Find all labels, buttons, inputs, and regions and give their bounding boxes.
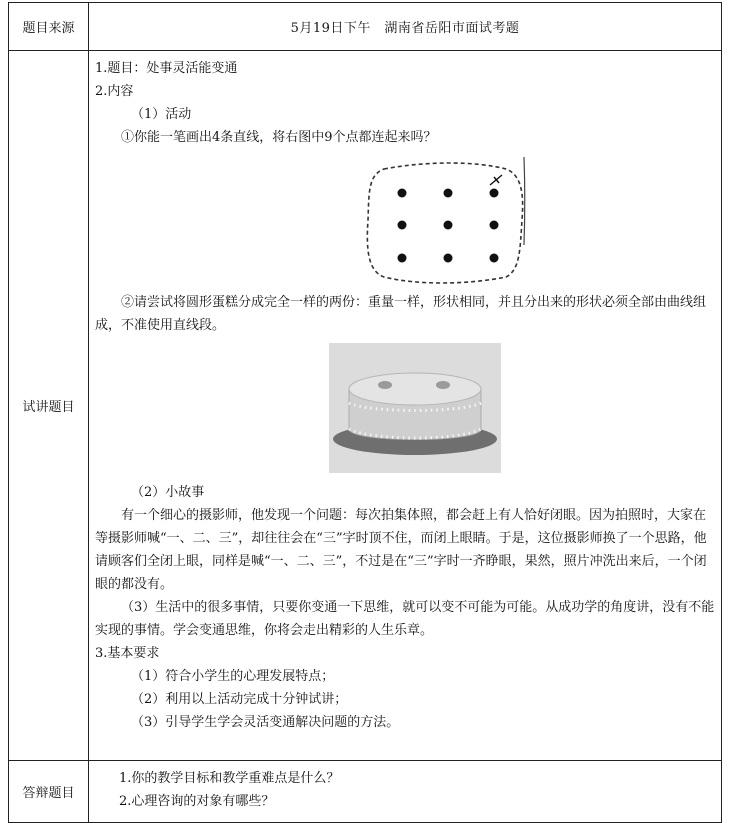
story-heading: （2）小故事: [131, 485, 205, 500]
cake-decoration: [378, 381, 392, 389]
requirements-heading: 3.基本要求: [95, 646, 160, 661]
lecture-row: [9, 51, 722, 761]
exam-table: [8, 2, 722, 823]
side-curve: [524, 157, 525, 245]
lecture-label: 试讲题目: [9, 51, 89, 761]
dot: [398, 221, 407, 230]
defense-question: 2.心理咨询的对象有哪些？: [119, 794, 275, 809]
cake-decoration: [436, 381, 450, 389]
cake-figure: [95, 343, 717, 473]
cake-top: [349, 373, 481, 405]
activity-two: ②请尝试将圆形蛋糕分成完全一样的两份：重量一样，形状相同，并且分出来的形状必须全部由曲线组成，不准使用直线段。: [95, 295, 707, 333]
content-heading: 2.内容: [95, 84, 134, 99]
requirement-item: （1）符合小学生的心理发展特点；: [131, 669, 335, 684]
activity-heading: （1）活动: [131, 107, 192, 122]
defense-label: 答辩题目: [9, 761, 89, 823]
source-row: [9, 3, 722, 51]
story-text: 有一个细心的摄影师，他发现一个问题：每次拍集体照，都会赶上有人恰好闭眼。因为拍照时，大家在等摄影师喊“一、二、三”，却往往会在“三”字时顶不住，而闭上眼睛。于是，这位摄影师换了一个思路，他请顾客们全闭上眼，同样是喊“一、二、三”，不过是在“三”字时一齐睁眼，果然，照片冲洗出来后，一个闭眼的都没有。: [95, 508, 707, 592]
dot: [490, 221, 499, 230]
point-three: （3）生活中的很多事情，只要你变通一下思维，就可以变不可能为可能。从成功学的角度讲，没有不能实现的事情。学会变通思维，你将会走出精彩的人生乐章。: [95, 600, 715, 638]
dot: [444, 189, 453, 198]
dot: [444, 221, 453, 230]
dot: [444, 254, 453, 263]
nine-dots-puzzle-image: [356, 155, 536, 285]
dot: [490, 189, 499, 198]
dot: [490, 254, 499, 263]
source-value: 5月19日下午 湖南省岳阳市面试考题: [89, 3, 722, 51]
nine-dots-figure: [175, 155, 717, 285]
source-label: 题目来源: [9, 3, 89, 51]
dot: [398, 254, 407, 263]
requirement-item: （3）引导学生学会灵活变通解决问题的方法。: [131, 715, 400, 730]
activity-one: ①你能一笔画出4条直线，将右图中9个点都连起来吗？: [121, 130, 437, 145]
dot: [398, 189, 407, 198]
cake-photo-image: [329, 343, 501, 473]
lecture-topic: 1.题目：处事灵活能变通: [95, 61, 238, 76]
requirement-item: （2）利用以上活动完成十分钟试讲；: [131, 692, 348, 707]
lecture-content: [89, 51, 722, 761]
defense-question: 1.你的教学目标和教学重难点是什么？: [119, 771, 340, 786]
defense-content: [89, 761, 722, 823]
defense-row: [9, 761, 722, 823]
